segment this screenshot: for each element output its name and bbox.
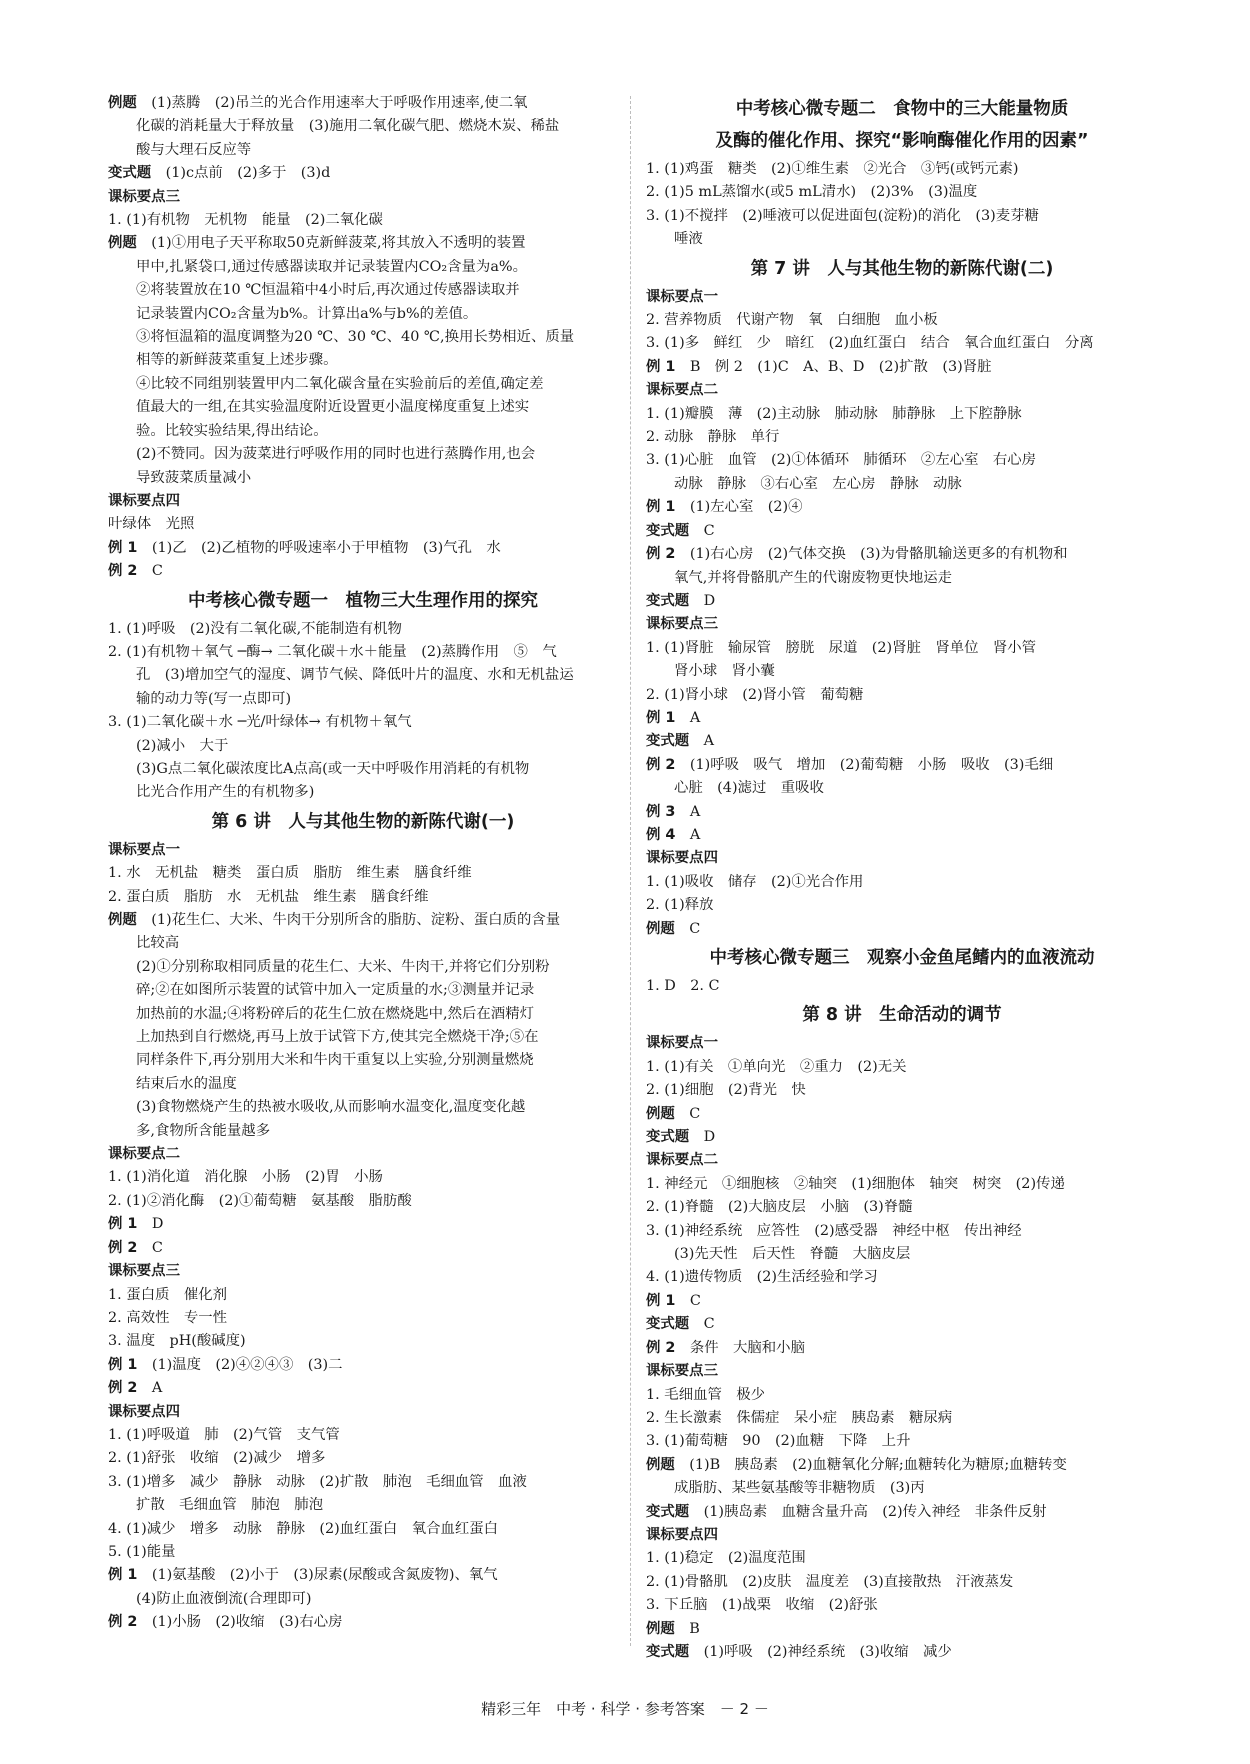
subsection-heading: 课标要点四 xyxy=(646,1526,718,1543)
answer-line: 1. (1)稳定 (2)温度范围 xyxy=(646,1550,806,1567)
answer-label: 变式题 xyxy=(646,1129,690,1146)
answer-line: 1. (1)呼吸 (2)没有二氧化碳,不能制造有机物 xyxy=(108,620,402,637)
subsection-heading: 课标要点一 xyxy=(108,841,180,858)
answer-line: 3. (1)二氧化碳＋水 ─光/叶绿体→ 有机物＋氧气 xyxy=(108,714,412,731)
answer-line: 1. D 2. C xyxy=(646,978,720,994)
answer-label: 例 2 xyxy=(646,546,676,563)
answer-label: 例 1 xyxy=(108,1567,138,1584)
answer-line: 3. 下丘脑 (1)战栗 收缩 (2)舒张 xyxy=(646,1597,878,1614)
subsection-heading: 课标要点四 xyxy=(108,492,180,509)
answer-label: 例 4 xyxy=(646,826,676,843)
answer-text: C xyxy=(151,563,163,580)
answer-text: C xyxy=(689,920,701,937)
answer-line: 3. (1)多 鲜红 少 暗红 (2)血红蛋白 结合 氧合血红蛋白 分离 xyxy=(646,335,1094,352)
answer-continuation: 化碳的消耗量大于释放量 (3)施用二氧化碳气肥、燃烧木炭、稀盐 xyxy=(136,118,560,135)
answer-continuation: 扩散 毛细血管 肺泡 肺泡 xyxy=(136,1497,324,1514)
answer-continuation: 肾小球 肾小囊 xyxy=(674,663,775,680)
answer-line xyxy=(108,1564,618,1587)
answer-label: 例 1 xyxy=(108,539,138,556)
answer-continuation: ②将装置放在10 ℃恒温箱中4小时后,再次通过传感器读取并 xyxy=(136,282,520,299)
answer-line: 2. 动脉 静脉 单行 xyxy=(646,429,780,446)
answer-text: (1)c点前 (2)多于 (3)d xyxy=(165,165,331,182)
answer-text: A xyxy=(151,1380,163,1397)
answer-line xyxy=(646,824,1158,847)
answer-continuation: 输的动力等(写一点即可) xyxy=(136,690,292,707)
answer-continuation: 唾液 xyxy=(674,231,703,248)
answer-label: 例 2 xyxy=(646,1339,676,1356)
answer-text: (1)右心房 (2)气体交换 (3)为骨骼肌输送更多的有机物和 xyxy=(689,546,1068,563)
answer-line: 2. (1)细胞 (2)背光 快 xyxy=(646,1082,806,1099)
section-heading: 中考核心微专题二 食物中的三大能量物质 xyxy=(735,99,1069,119)
answer-line xyxy=(108,560,618,583)
column-divider xyxy=(630,96,631,1646)
answer-line: 1. (1)瓣膜 薄 (2)主动脉 肺动脉 肺静脉 上下腔静脉 xyxy=(646,405,1022,422)
right-column xyxy=(646,92,1158,1664)
answer-label: 例题 xyxy=(646,1456,675,1473)
answer-text: C xyxy=(689,1105,701,1122)
answer-continuation: 记录装置内CO₂含量为b%。计算出a%与b%的差值。 xyxy=(136,305,478,322)
answer-text: (1)花生仁、大米、牛肉干分别所含的脂肪、淀粉、蛋白质的含量 xyxy=(151,912,561,928)
answer-continuation: (4)防止血液倒流(合理即可) xyxy=(136,1590,312,1607)
answer-text: (1)氨基酸 (2)小于 (3)尿素(尿酸或含氮废物)、氧气 xyxy=(151,1567,498,1584)
answer-label: 例 3 xyxy=(646,803,676,820)
answer-line: 2. (1)脊髓 (2)大脑皮层 小脑 (3)脊髓 xyxy=(646,1199,913,1216)
answer-line: 3. (1)增多 减少 静脉 动脉 (2)扩散 肺泡 毛细血管 血液 xyxy=(108,1473,527,1490)
answer-label: 例 1 xyxy=(646,358,676,375)
answer-line xyxy=(108,1213,618,1236)
answer-line xyxy=(646,918,1158,941)
answer-text: D xyxy=(151,1216,164,1233)
answer-line: 2. 蛋白质 脂肪 水 无机盐 维生素 膳食纤维 xyxy=(108,888,429,905)
answer-label: 变式题 xyxy=(646,1316,690,1333)
subsection-heading: 课标要点三 xyxy=(108,1263,180,1280)
subsection-heading: 课标要点一 xyxy=(646,1035,718,1052)
answer-line: 1. (1)肾脏 输尿管 膀胱 尿道 (2)肾脏 肾单位 肾小管 xyxy=(646,639,1037,656)
answer-line xyxy=(646,1454,1158,1477)
answer-continuation: (3)G点二氧化碳浓度比A点高(或一天中呼吸作用消耗的有机物 xyxy=(136,760,530,777)
subsection-heading: 课标要点三 xyxy=(646,616,718,633)
answer-continuation: 多,食物所含能量越多 xyxy=(136,1122,271,1139)
answer-continuation: (3)食物燃烧产生的热被水吸收,从而影响水温变化,温度变化越 xyxy=(136,1099,526,1116)
answer-continuation: 酸与大理石反应等 xyxy=(136,141,252,158)
answer-continuation: 结束后水的温度 xyxy=(136,1075,237,1092)
answer-label: 例 2 xyxy=(108,1614,138,1631)
answer-line xyxy=(108,1377,618,1400)
answer-text: (1)蒸腾 (2)吊兰的光合作用速率大于呼吸作用速率,使二氧 xyxy=(151,95,528,111)
answer-line: 1. (1)吸收 储存 (2)①光合作用 xyxy=(646,873,864,890)
answer-continuation: 加热前的水温;④将粉碎后的花生仁放在燃烧匙中,然后在酒精灯 xyxy=(136,1005,534,1022)
answer-continuation: 比光合作用产生的有机物多) xyxy=(136,784,315,801)
answer-text: A xyxy=(689,826,701,843)
answer-line xyxy=(646,1126,1158,1149)
answer-continuation: 导致菠菜质量减小 xyxy=(136,469,252,486)
answer-continuation: ④比较不同组别装置甲内二氧化碳含量在实验前后的差值,确定差 xyxy=(136,375,544,392)
answer-continuation: (3)先天性 后天性 脊髓 大脑皮层 xyxy=(674,1246,911,1263)
answer-line xyxy=(646,801,1158,824)
answer-continuation: 上加热到自行燃烧,再马上放于试管下方,使其完全燃烧干净;⑤在 xyxy=(136,1029,539,1046)
answer-text: A xyxy=(689,709,701,726)
answer-line xyxy=(646,1501,1158,1524)
answer-line xyxy=(646,1290,1158,1313)
answer-line: 3. 温度 pH(酸碱度) xyxy=(108,1333,246,1350)
answer-label: 变式题 xyxy=(108,165,152,182)
subsection-heading: 课标要点二 xyxy=(108,1146,180,1163)
answer-text: A xyxy=(703,733,714,750)
answer-text: (1)B 胰岛素 (2)血糖氧化分解;血糖转化为糖原;血糖转变 xyxy=(689,1456,1067,1473)
answer-text: C xyxy=(703,522,715,539)
answer-line xyxy=(646,1641,1158,1664)
answer-line: 1. (1)鸡蛋 糖类 (2)①维生素 ②光合 ③钙(或钙元素) xyxy=(646,161,1019,177)
answer-text: (1)呼吸 (2)神经系统 (3)收缩 减少 xyxy=(703,1643,952,1660)
page-footer: 精彩三年 中考 · 科学 · 参考答案 － 2 － xyxy=(481,1700,769,1718)
answer-line xyxy=(108,1354,618,1377)
answer-line: 2. 高效性 专一性 xyxy=(108,1309,228,1326)
answer-line xyxy=(108,1611,618,1634)
answer-line xyxy=(108,162,618,185)
answer-continuation: 验。比较实验结果,得出结论。 xyxy=(136,422,328,439)
answer-line: 3. (1)葡萄糖 90 (2)血糖 下降 上升 xyxy=(646,1433,911,1450)
answer-text: (1)温度 (2)④②④③ (3)二 xyxy=(151,1356,343,1373)
subsection-heading: 课标要点一 xyxy=(646,288,718,305)
answer-line: 2. (1)②消化酶 (2)①葡萄糖 氨基酸 脂肪酸 xyxy=(108,1192,412,1209)
answer-continuation: (2)减小 大于 xyxy=(136,737,229,754)
answer-label: 例 1 xyxy=(646,499,676,516)
answer-line xyxy=(108,909,618,932)
answer-label: 例题 xyxy=(108,235,137,252)
answer-text: D xyxy=(703,592,716,609)
answer-line: 2. (1)5 mL蒸馏水(或5 mL清水) (2)3% (3)温度 xyxy=(646,184,978,201)
subsection-heading: 课标要点四 xyxy=(646,850,718,867)
answer-line: 2. (1)肾小球 (2)肾小管 葡萄糖 xyxy=(646,686,864,703)
answer-label: 变式题 xyxy=(646,1643,690,1660)
section-heading: 中考核心微专题三 观察小金鱼尾鳍内的血液流动 xyxy=(709,948,1095,968)
answer-line: 叶绿体 光照 xyxy=(108,516,195,533)
answer-line: 2. (1)骨骼肌 (2)皮肤 温度差 (3)直接散热 汗液蒸发 xyxy=(646,1573,1014,1590)
answer-continuation: (2)①分别称取相同质量的花生仁、大米、牛肉干,并将它们分别粉 xyxy=(136,958,550,975)
subsection-heading: 课标要点二 xyxy=(646,1152,718,1169)
answer-line xyxy=(646,1618,1158,1641)
answer-continuation: 动脉 静脉 ③右心室 左心房 静脉 动脉 xyxy=(674,475,962,492)
answer-text: C xyxy=(151,1239,163,1256)
answer-text: (1)小肠 (2)收缩 (3)右心房 xyxy=(151,1614,343,1631)
answer-line: 1. 神经元 ①细胞核 ②轴突 (1)细胞体 轴突 树突 (2)传递 xyxy=(646,1175,1065,1192)
answer-text: C xyxy=(703,1316,715,1333)
answer-text: D xyxy=(703,1129,716,1146)
answer-label: 例题 xyxy=(646,1620,675,1637)
answer-line: 5. (1)能量 xyxy=(108,1543,176,1560)
answer-continuation: (2)不赞同。因为菠菜进行呼吸作用的同时也进行蒸腾作用,也会 xyxy=(136,446,536,463)
section-heading: 中考核心微专题一 植物三大生理作用的探究 xyxy=(188,590,538,611)
section-heading: 第 6 讲 人与其他生物的新陈代谢(一) xyxy=(211,811,515,832)
section-heading: 第 8 讲 生命活动的调节 xyxy=(802,1005,1002,1026)
answer-line: 4. (1)减少 增多 动脉 静脉 (2)血红蛋白 氧合血红蛋白 xyxy=(108,1520,499,1537)
answer-line: 3. (1)神经系统 应答性 (2)感受器 神经中枢 传出神经 xyxy=(646,1222,1022,1239)
subsection-heading: 课标要点二 xyxy=(646,382,718,399)
answer-line: 1. (1)呼吸道 肺 (2)气管 支气管 xyxy=(108,1426,340,1443)
subsection-heading: 课标要点四 xyxy=(108,1403,180,1420)
answer-line xyxy=(646,590,1158,613)
answer-line xyxy=(108,537,618,560)
answer-label: 变式题 xyxy=(646,733,690,750)
answer-continuation: 甲中,扎紧袋口,通过传感器读取并记录装置内CO₂含量为a%。 xyxy=(136,258,527,275)
answer-line: 3. (1)心脏 血管 (2)①体循环 肺循环 ②左心室 右心房 xyxy=(646,452,1037,469)
answer-text: (1)乙 (2)乙植物的呼吸速率小于甲植物 (3)气孔 水 xyxy=(151,539,501,556)
answer-label: 例题 xyxy=(646,1105,675,1122)
answer-continuation: ③将恒温箱的温度调整为20 ℃、30 ℃、40 ℃,换用长势相近、质量 xyxy=(136,329,575,346)
answer-line: 4. (1)遗传物质 (2)生活经验和学习 xyxy=(646,1269,878,1286)
answer-text: A xyxy=(689,803,701,820)
answer-label: 变式题 xyxy=(646,522,690,539)
answer-line xyxy=(108,232,618,255)
answer-text: (1)呼吸 吸气 增加 (2)葡萄糖 小肠 吸收 (3)毛细 xyxy=(689,756,1054,773)
answer-line xyxy=(108,1237,618,1260)
answer-continuation: 成脂肪、某些氨基酸等非糖物质 (3)丙 xyxy=(674,1480,925,1497)
answer-label: 例 1 xyxy=(646,1292,676,1309)
answer-line xyxy=(646,520,1158,543)
answer-line: 1. (1)有机物 无机物 能量 (2)二氧化碳 xyxy=(108,212,383,229)
subsection-heading: 课标要点三 xyxy=(646,1363,718,1380)
answer-text: B xyxy=(689,1620,700,1637)
answer-continuation: 心脏 (4)滤过 重吸收 xyxy=(674,780,824,797)
section-heading: 及酶的催化作用、探究“影响酶催化作用的因素” xyxy=(715,131,1089,151)
answer-line: 1. 水 无机盐 糖类 蛋白质 脂肪 维生素 膳食纤维 xyxy=(108,865,472,882)
answer-label: 例 2 xyxy=(108,563,138,580)
answer-continuation: 比较高 xyxy=(136,935,180,952)
answer-continuation: 氧气,并将骨骼肌产生的代谢废物更快地运走 xyxy=(674,569,952,586)
answer-text: C xyxy=(689,1292,701,1309)
answer-continuation: 同样条件下,再分别用大米和牛肉干重复以上实验,分别测量燃烧 xyxy=(136,1052,534,1069)
answer-continuation: 孔 (3)增加空气的湿度、调节气候、降低叶片的温度、水和无机盐运 xyxy=(136,667,574,684)
answer-label: 例 2 xyxy=(646,756,676,773)
answer-line xyxy=(646,543,1158,566)
answer-continuation: 值最大的一组,在其实验温度附近设置更小温度梯度重复上述实 xyxy=(136,399,530,416)
answer-label: 例 1 xyxy=(108,1216,138,1233)
answer-text: B 例 2 (1)C A、B、D (2)扩散 (3)肾脏 xyxy=(689,358,992,375)
answer-label: 例题 xyxy=(646,920,675,937)
answer-continuation: 碎;②在如图所示装置的试管中加入一定质量的水;③测量并记录 xyxy=(136,982,535,999)
answer-label: 变式题 xyxy=(646,1503,690,1520)
answer-line xyxy=(646,1337,1158,1360)
answer-label: 例 2 xyxy=(108,1239,138,1256)
answer-label: 例题 xyxy=(108,95,137,111)
answer-line: 1. (1)有关 ①单向光 ②重力 (2)无关 xyxy=(646,1058,907,1075)
answer-line xyxy=(646,754,1158,777)
answer-line: 2. (1)舒张 收缩 (2)减少 增多 xyxy=(108,1450,326,1467)
answer-line xyxy=(646,496,1158,519)
answer-line: 2. (1)释放 xyxy=(646,897,714,914)
answer-label: 变式题 xyxy=(646,592,690,609)
answer-label: 例 1 xyxy=(646,709,676,726)
answer-text: (1)胰岛素 血糖含量升高 (2)传入神经 非条件反射 xyxy=(703,1503,1047,1520)
answer-line: 2. 营养物质 代谢产物 氧 白细胞 血小板 xyxy=(646,312,938,329)
answer-line: 2. 生长激素 侏儒症 呆小症 胰岛素 糖尿病 xyxy=(646,1409,953,1426)
answer-line xyxy=(646,1103,1158,1126)
answer-line xyxy=(646,1313,1158,1336)
answer-label: 例题 xyxy=(108,912,137,928)
answer-line: 1. 毛细血管 极少 xyxy=(646,1386,766,1403)
answer-text: (1)①用电子天平称取50克新鲜菠菜,将其放入不透明的装置 xyxy=(151,235,526,252)
answer-text: 条件 大脑和小脑 xyxy=(689,1339,805,1356)
left-column xyxy=(108,92,618,1635)
answer-line: 2. (1)有机物＋氧气 ─酶→ 二氧化碳＋水＋能量 (2)蒸腾作用 ⑤ 气 xyxy=(108,643,557,660)
answer-line xyxy=(646,707,1158,730)
answer-line: 1. 蛋白质 催化剂 xyxy=(108,1286,228,1303)
answer-text: (1)左心室 (2)④ xyxy=(689,499,803,516)
section-heading: 第 7 讲 人与其他生物的新陈代谢(二) xyxy=(750,258,1054,279)
answer-label: 例 2 xyxy=(108,1380,138,1397)
answer-line xyxy=(646,356,1158,379)
answer-continuation: 相等的新鲜菠菜重复上述步骤。 xyxy=(136,352,338,369)
answer-line: 1. (1)消化道 消化腺 小肠 (2)胃 小肠 xyxy=(108,1169,383,1186)
answer-line xyxy=(646,730,1158,753)
subsection-heading: 课标要点三 xyxy=(108,188,180,205)
answer-line: 3. (1)不搅拌 (2)唾液可以促进面包(淀粉)的消化 (3)麦芽糖 xyxy=(646,207,1039,224)
answer-line xyxy=(108,92,618,115)
answer-label: 例 1 xyxy=(108,1356,138,1373)
